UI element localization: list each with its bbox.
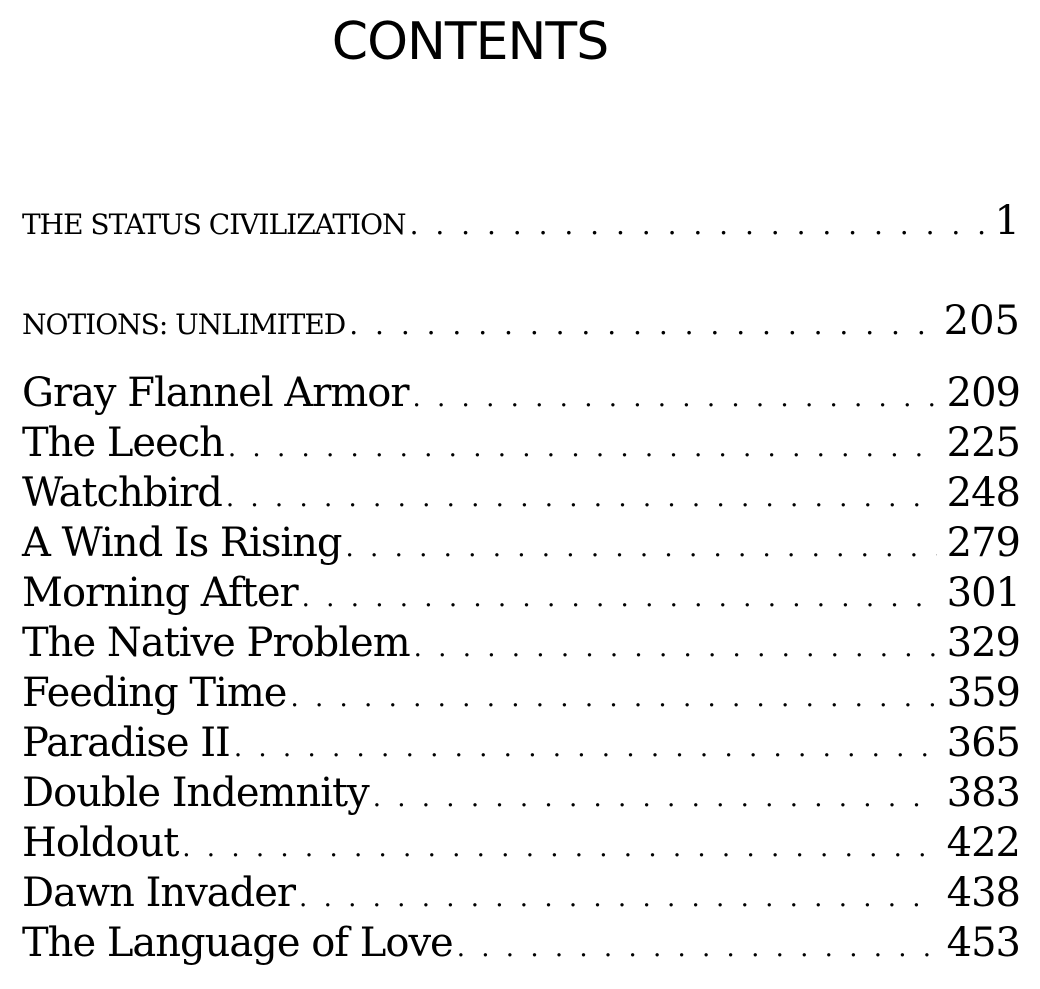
story-title: The Leech <box>22 420 224 466</box>
page-number: 329 <box>946 620 1020 666</box>
dot-leader <box>414 633 937 663</box>
page-number: 422 <box>946 820 1020 866</box>
page-number: 1 <box>994 198 1020 244</box>
dot-leader <box>290 683 936 713</box>
dot-leader <box>302 583 937 613</box>
page-number: 365 <box>946 720 1020 766</box>
toc-story-entry <box>22 770 1020 816</box>
page-number: 453 <box>946 920 1020 966</box>
dot-leader <box>457 933 937 963</box>
story-title: Morning After <box>22 570 298 616</box>
dot-leader <box>234 733 937 763</box>
page-number: 359 <box>946 670 1020 716</box>
page-title: CONTENTS <box>331 12 609 72</box>
story-title: Dawn Invader <box>22 870 296 916</box>
page-number: 209 <box>946 370 1020 416</box>
story-title: Watchbird <box>22 470 222 516</box>
page-number: 279 <box>946 520 1020 566</box>
toc-story-entry <box>22 370 1020 416</box>
page-number: 438 <box>946 870 1020 916</box>
toc-story-entry <box>22 570 1020 616</box>
toc-story-entry <box>22 470 1020 516</box>
story-title: Holdout <box>22 820 179 866</box>
toc-story-entry <box>22 520 1020 566</box>
dot-leader <box>182 833 936 863</box>
story-title: The Language of Love <box>22 920 453 966</box>
dot-leader <box>346 533 937 563</box>
toc-story-entry <box>22 920 1020 966</box>
toc-section-entry <box>22 198 1020 244</box>
dot-leader <box>410 208 985 241</box>
page-number: 225 <box>946 420 1020 466</box>
toc-story-entry <box>22 670 1020 716</box>
dot-leader <box>299 883 937 913</box>
dot-leader <box>373 783 937 813</box>
story-title: A Wind Is Rising <box>22 520 342 566</box>
page-number: 301 <box>946 570 1020 616</box>
page-number: 205 <box>943 298 1020 344</box>
story-title: Gray Flannel Armor <box>22 370 409 416</box>
page-number: 383 <box>946 770 1020 816</box>
page-number: 248 <box>946 470 1020 516</box>
dot-leader <box>228 433 937 463</box>
section-title: THE STATUS CIVILIZATION <box>22 208 406 241</box>
toc-story-entry <box>22 820 1020 866</box>
story-title: Double Indemnity <box>22 770 369 816</box>
toc-story-entry <box>22 420 1020 466</box>
toc-story-entry <box>22 620 1020 666</box>
section-title: NOTIONS: UNLIMITED <box>22 308 346 341</box>
toc-section-entry <box>22 298 1020 344</box>
dot-leader <box>226 483 937 513</box>
dot-leader <box>349 308 933 341</box>
toc-story-entry <box>22 870 1020 916</box>
story-title: Paradise II <box>22 720 230 766</box>
story-title: Feeding Time <box>22 670 287 716</box>
dot-leader <box>412 383 936 413</box>
toc-story-entry <box>22 720 1020 766</box>
story-title: The Native Problem <box>22 620 410 666</box>
